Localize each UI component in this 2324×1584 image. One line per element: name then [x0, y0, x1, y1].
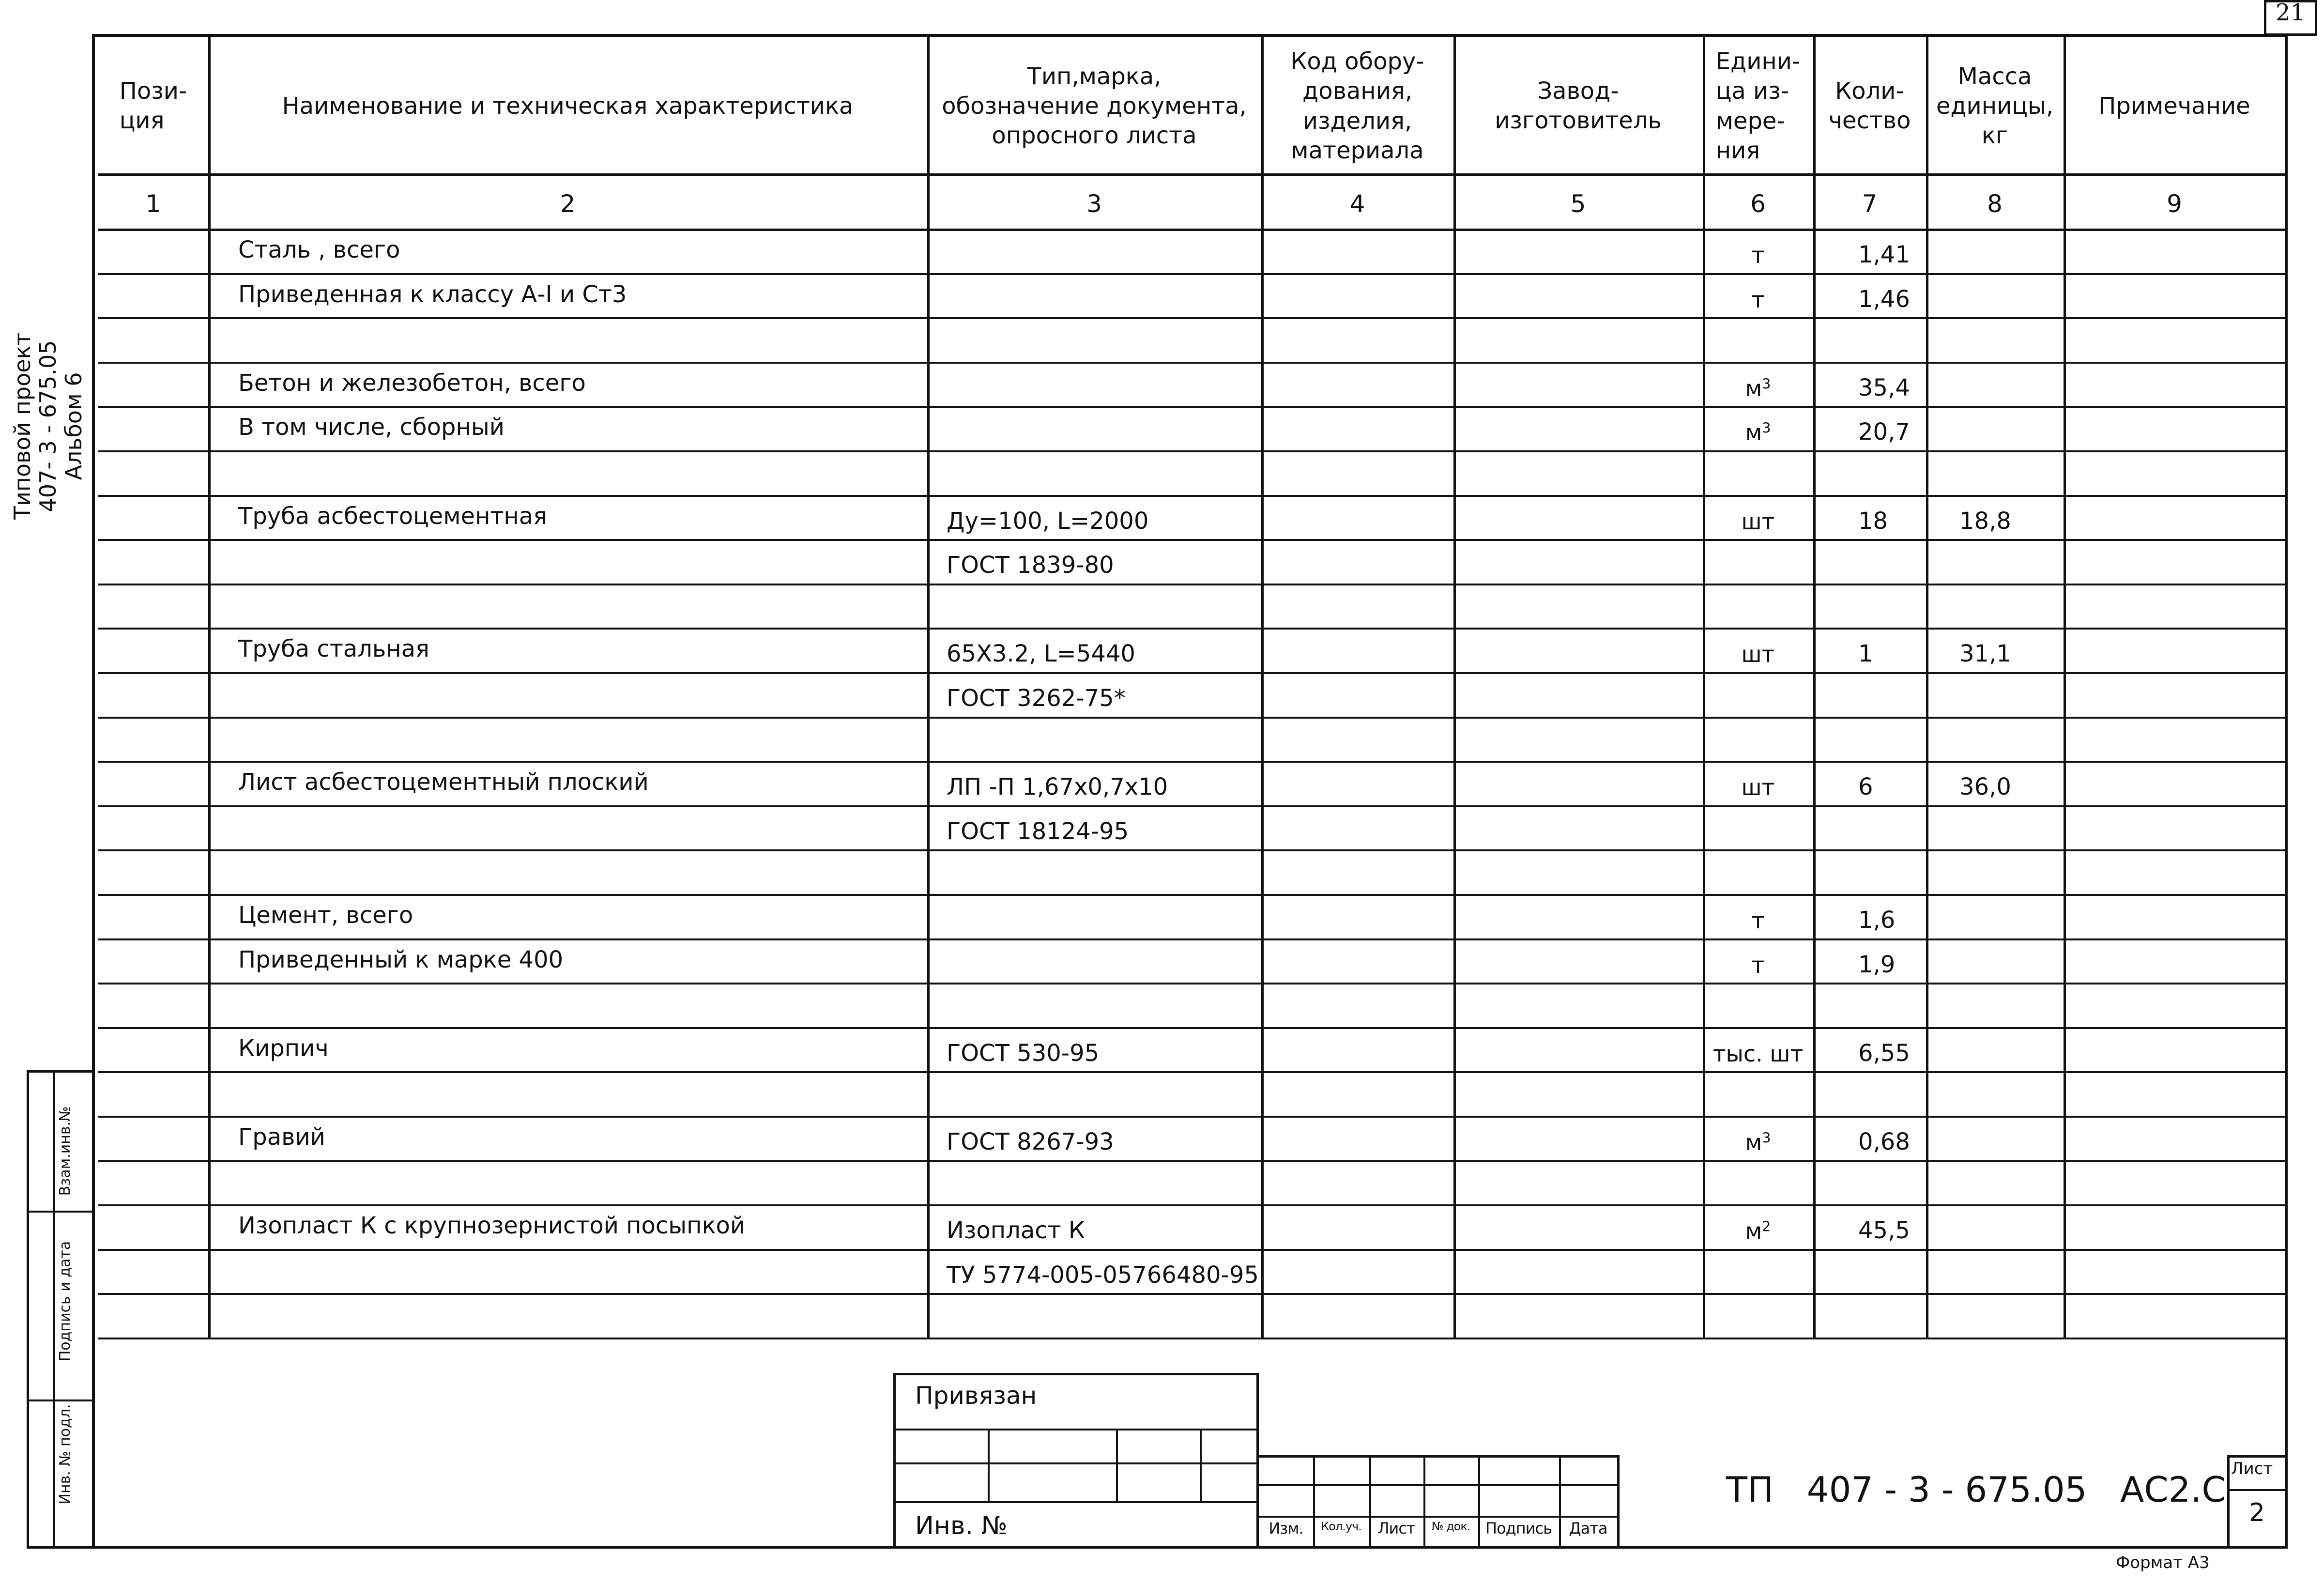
row-quantity: 1,46 — [1858, 285, 1910, 313]
row-type: ТУ 5774-005-05766480-95 — [947, 1261, 1259, 1289]
header-note: Примечание — [2098, 92, 2250, 120]
privyazan-label: Привязан — [915, 1382, 1037, 1410]
column-number: 9 — [2167, 190, 2182, 218]
table-row-line — [98, 672, 2285, 674]
revision-col-line — [1423, 1455, 1425, 1549]
table-row-line — [98, 273, 2285, 275]
podpis-data-label: Подпись и дата — [57, 1241, 74, 1362]
row-type: 65Х3.2, L=5440 — [947, 640, 1135, 668]
table-row-line — [98, 1160, 2285, 1162]
table-row-line — [98, 938, 2285, 940]
row-mass: 31,1 — [1959, 640, 2011, 668]
row-unit-exponent: 3 — [1762, 376, 1771, 392]
side-stamp-line1: Типовой проект — [9, 332, 35, 520]
row-name: Цемент, всего — [238, 902, 413, 929]
privyazan-row-line — [893, 1462, 1259, 1464]
row-quantity: 35,4 — [1858, 374, 1910, 401]
table-row-line — [98, 1293, 2285, 1295]
row-quantity: 18 — [1858, 507, 1888, 535]
row-name: В том числе, сборный — [238, 414, 505, 441]
row-unit — [1745, 1131, 1771, 1153]
side-stamp — [0, 332, 199, 520]
column-number: 7 — [1862, 190, 1878, 218]
row-unit-text: шт — [1741, 641, 1775, 668]
row-type: ГОСТ 18124-95 — [947, 817, 1129, 845]
row-quantity: 1,9 — [1858, 951, 1896, 978]
row-unit-text: т — [1751, 242, 1765, 268]
designation-left-line — [1617, 1455, 1620, 1549]
row-type: ЛП -П 1,67х0,7х10 — [947, 773, 1168, 801]
table-row-line — [98, 495, 2285, 497]
row-name: Приведенный к марке 400 — [238, 946, 564, 973]
row-mass: 36,0 — [1959, 773, 2011, 801]
row-type: Ду=100, L=2000 — [947, 507, 1149, 535]
number-row-line — [98, 229, 2285, 231]
column-number: 5 — [1570, 190, 1586, 218]
row-quantity: 1 — [1858, 640, 1873, 668]
column-number: 3 — [1086, 190, 1102, 218]
row-type: Изопласт К — [947, 1217, 1085, 1245]
row-name: Труба асбестоцементная — [238, 502, 548, 530]
inv-podl-label: Инв. № подл. — [57, 1404, 74, 1505]
table-row-line — [98, 805, 2285, 807]
row-name: Гравий — [238, 1123, 325, 1151]
row-type: ГОСТ 530-95 — [947, 1039, 1100, 1067]
row-unit — [1745, 421, 1771, 444]
row-quantity: 6 — [1858, 773, 1873, 801]
row-unit-text: м — [1745, 1129, 1762, 1155]
header-position: Пози- ция — [119, 77, 187, 135]
row-quantity: 0,68 — [1858, 1128, 1910, 1155]
sheet-label: Лист — [2231, 1459, 2273, 1478]
row-type: ГОСТ 3262-75* — [947, 685, 1126, 712]
column-number: 2 — [560, 190, 576, 218]
row-unit-text: шт — [1741, 774, 1775, 801]
privyazan-col-line — [1200, 1429, 1202, 1501]
row-name: Труба стальная — [238, 635, 429, 663]
row-name: Лист асбестоцементный плоский — [238, 769, 649, 796]
row-unit-text: т — [1751, 286, 1765, 313]
header-unit: Едини- ца из- мере- ния — [1715, 48, 1801, 165]
column-number: 4 — [1349, 190, 1365, 218]
privyazan-col-line — [1116, 1429, 1118, 1501]
revision-top-line — [1259, 1455, 1617, 1458]
table-row-line — [98, 628, 2285, 630]
table-row-line — [98, 450, 2285, 452]
row-type: ГОСТ 8267-93 — [947, 1128, 1114, 1155]
row-unit-text: м — [1745, 375, 1762, 401]
sheet-box-divider — [2227, 1489, 2288, 1491]
table-row-line — [98, 362, 2285, 364]
row-unit — [1741, 641, 1775, 668]
column-number: 6 — [1750, 190, 1766, 218]
row-name: Изопласт К с крупнозернистой посыпкой — [238, 1212, 746, 1240]
side-stamp-line2: 407- 3 - 675.05 — [34, 340, 61, 512]
row-quantity: 45,5 — [1858, 1217, 1910, 1245]
vzam-inv-label: Взам.инв.№ — [57, 1106, 74, 1196]
designation-code: ТП 407 - 3 - 675.05 АС2.С — [1726, 1469, 2226, 1510]
row-unit-text: т — [1751, 952, 1765, 978]
row-quantity: 1,6 — [1858, 907, 1896, 934]
row-mass: 18,8 — [1959, 507, 2011, 535]
revision-label: Дата — [1569, 1519, 1607, 1538]
row-unit-text: тыс. шт — [1712, 1040, 1804, 1067]
header-type: Тип,марка, обозначение документа, опросного листа — [942, 62, 1247, 150]
table-row-line — [98, 406, 2285, 408]
row-unit — [1712, 1040, 1804, 1067]
side-stamp-line3: Альбом 6 — [60, 372, 87, 480]
row-quantity: 1,41 — [1858, 241, 1910, 268]
header-manufacturer: Завод- изготовитель — [1495, 77, 1662, 135]
privyazan-row-line — [893, 1429, 1259, 1430]
revision-label: Подпись — [1485, 1519, 1552, 1538]
revision-row-line — [1259, 1484, 1617, 1486]
header-name: Наименование и техническая характеристика — [282, 92, 854, 120]
row-unit-exponent: 3 — [1762, 420, 1771, 436]
format-label: Формат А3 — [2116, 1553, 2210, 1572]
row-unit — [1752, 244, 1765, 266]
table-row-line — [98, 983, 2285, 984]
table-row-line — [98, 849, 2285, 851]
table-row-line — [98, 1204, 2285, 1206]
header-bottom-line — [98, 173, 2285, 176]
table-row-line — [98, 1071, 2285, 1073]
row-unit — [1742, 776, 1775, 799]
row-unit-exponent: 2 — [1762, 1218, 1771, 1235]
revision-label: Кол.уч. — [1321, 1520, 1361, 1533]
row-unit — [1752, 954, 1765, 976]
row-unit-exponent: 3 — [1762, 1130, 1771, 1146]
revision-col-line — [1369, 1455, 1371, 1549]
header-quantity: Коли- чество — [1828, 77, 1911, 135]
row-type: ГОСТ 1839-80 — [947, 552, 1114, 579]
row-name: Кирпич — [238, 1034, 329, 1062]
row-unit-text: т — [1751, 907, 1765, 934]
revision-col-line — [1478, 1455, 1480, 1549]
row-unit — [1752, 909, 1765, 932]
row-quantity: 6,55 — [1858, 1039, 1910, 1067]
row-unit — [1742, 510, 1775, 533]
header-mass: Масса единицы, кг — [1936, 62, 2054, 150]
table-row-line — [98, 1027, 2285, 1029]
row-name: Бетон и железобетон, всего — [238, 369, 586, 397]
revision-row-line — [1259, 1516, 1617, 1518]
revision-label: № док. — [1431, 1520, 1470, 1533]
row-unit — [1745, 377, 1771, 400]
table-row-line — [98, 1116, 2285, 1118]
privyazan-row-line — [893, 1501, 1259, 1503]
row-unit-text: м — [1745, 419, 1762, 446]
table-row-line — [98, 584, 2285, 585]
privyazan-col-line — [988, 1429, 990, 1501]
revision-label: Изм. — [1269, 1519, 1303, 1538]
inv-no-label: Инв. № — [915, 1511, 1008, 1540]
revision-col-line — [1313, 1455, 1315, 1549]
table-row-line — [98, 1249, 2285, 1251]
row-unit — [1751, 286, 1765, 313]
page-number: 21 — [2276, 0, 2306, 26]
table-row-line — [98, 717, 2285, 719]
row-name: Приведенная к классу А-I и Ст3 — [238, 280, 627, 308]
row-quantity: 20,7 — [1858, 418, 1910, 446]
revision-col-line — [1559, 1455, 1561, 1549]
header-code: Код обору- дования, изделия, материала — [1290, 48, 1424, 165]
revision-label: Лист — [1377, 1519, 1415, 1538]
table-row-line — [98, 1338, 2285, 1339]
row-unit — [1745, 1218, 1771, 1245]
table-row-line — [98, 894, 2285, 896]
column-number: 8 — [1987, 190, 2003, 218]
row-unit-text: м — [1745, 1218, 1762, 1245]
row-unit-text: шт — [1741, 508, 1775, 535]
table-row-line — [98, 761, 2285, 763]
column-number: 1 — [145, 190, 161, 218]
sheet-number: 2 — [2249, 1498, 2265, 1527]
row-name: Сталь , всего — [238, 236, 400, 263]
table-row-line — [98, 539, 2285, 541]
table-row-line — [98, 317, 2285, 319]
